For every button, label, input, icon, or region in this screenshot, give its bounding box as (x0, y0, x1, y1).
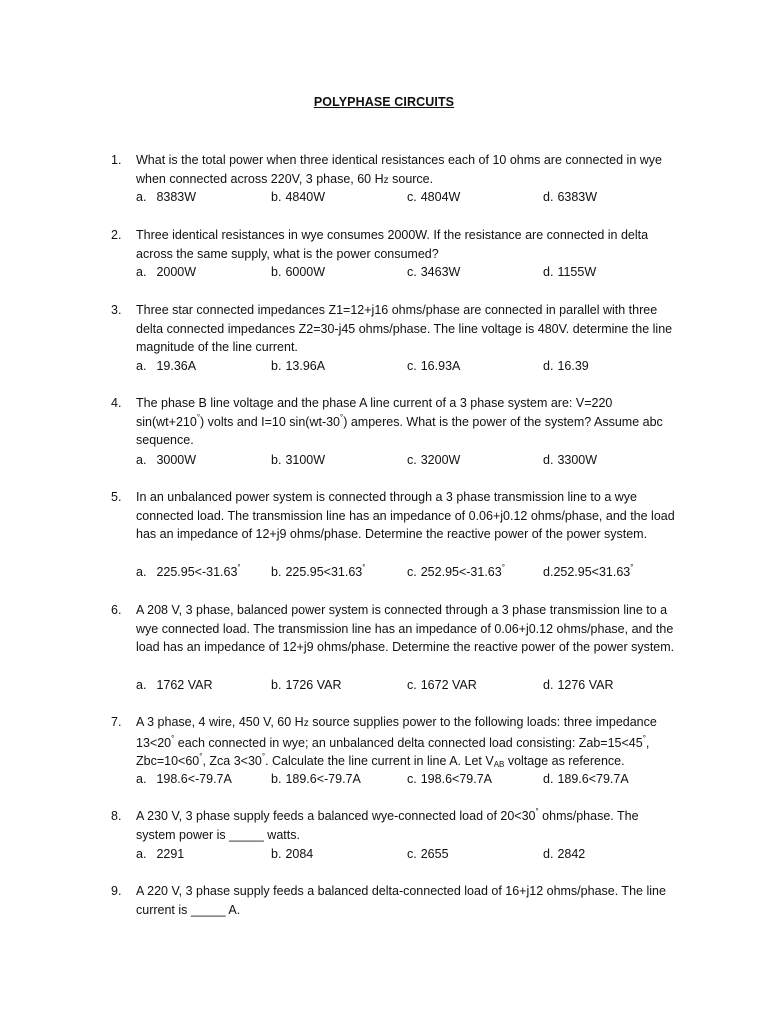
option-b: b. 189.6<-79.7A (271, 772, 361, 786)
option-a: a. 3000W (136, 453, 197, 467)
option-a: a. 198.6<-79.7A (136, 772, 232, 786)
question-text: Three star connected impedances Z1=12+j16 ohms/phase are connected in parallel with three delta connected impedances Z2=30-j45 ohms/phase. The line voltage is 480V. determine the line magnitude of the line current. (136, 303, 673, 355)
question-text: Three identical resistances in wye consumes 2000W. If the resistance are connected in delta across the same supply, what is the power consumed? (136, 228, 649, 261)
question-number: 7. (111, 715, 122, 729)
option-b: b. 1726 VAR (271, 678, 342, 692)
option-b: b. 13.96A (271, 359, 326, 373)
option-c: c. 1672 VAR (407, 678, 477, 692)
question-text: A 208 V, 3 phase, balanced power system is connected through a 3 phase transmission line to a wye connected load. The transmission line has an impedance of 0.06+j0.12 ohms/phase, and the load has an impedance of 12+j9 ohms/phase. Determine the reactive power of the power system. (136, 603, 675, 655)
question-number: 1. (111, 153, 122, 167)
option-c: c. 3200W (407, 453, 461, 467)
question-number: 6. (111, 603, 122, 617)
page-title: POLYPHASE CIRCUITS (313, 95, 455, 109)
option-d: d. 3300W (543, 453, 598, 467)
question-text: What is the total power when three identical resistances each of 10 ohms are connected in wye when connected across 220V, 3 phase, 60 Hz source. (136, 153, 662, 186)
answer-options (0, 845, 768, 863)
question-number: 8. (111, 809, 122, 823)
answer-options (0, 188, 768, 206)
answer-options (0, 263, 768, 281)
option-a: a. 1762 VAR (136, 678, 213, 692)
question-number: 3. (111, 303, 122, 317)
option-a: a. 8383W (136, 190, 197, 204)
option-a: a. 19.36A (136, 359, 197, 373)
option-c: c. 3463W (407, 265, 461, 279)
answer-options (0, 357, 768, 375)
option-b: b. 4840W (271, 190, 326, 204)
option-d: d. 16.39 (543, 359, 589, 373)
option-c: c. 4804W (407, 190, 461, 204)
option-d: d.252.95<31.63° (543, 563, 634, 579)
question-text: In an unbalanced power system is connected through a 3 phase transmission line to a wye connected load. The transmission line has an impedance of 0.06+j0.12 ohms/phase, and the load has an impedance of 12+j9 ohms/phase. Determine the reactive power of the power system. (136, 490, 675, 542)
option-d: d. 6383W (543, 190, 598, 204)
question-number: 5. (111, 490, 122, 504)
option-c: c. 16.93A (407, 359, 461, 373)
option-b: b. 3100W (271, 453, 326, 467)
option-a: a. 2291 (136, 847, 185, 861)
option-a: a. 225.95<-31.63° (136, 563, 241, 579)
option-d: d. 1155W (543, 265, 597, 279)
option-b: b. 6000W (271, 265, 326, 279)
option-c: c. 252.95<-31.63° (407, 563, 505, 579)
answer-options (0, 451, 768, 469)
option-b: b. 2084 (271, 847, 314, 861)
answer-options (0, 563, 768, 581)
answer-options (0, 770, 768, 788)
question-number: 4. (111, 396, 122, 410)
option-d: d. 189.6<79.7A (543, 772, 629, 786)
option-a: a. 2000W (136, 265, 197, 279)
option-b: b. 225.95<31.63° (271, 563, 366, 579)
question-text: A 220 V, 3 phase supply feeds a balanced delta-connected load of 16+j12 ohms/phase. The line current is _____ A. (136, 884, 666, 917)
question-text: A 230 V, 3 phase supply feeds a balanced wye-connected load of 20<30° ohms/phase. The system power is _____ watts. (136, 807, 639, 842)
answer-options (0, 676, 768, 694)
question-number: 2. (111, 228, 122, 242)
question-text: A 3 phase, 4 wire, 450 V, 60 Hz source supplies power to the following loads: three impedance 13<20° each connected in wye; an unbalanced delta connected load consisting: Zab=15<45°, Zbc=10<60°, Zca 3<30°. Calculate the line current in line A. Let $V_{AB}$ voltage as reference. (136, 715, 657, 770)
question-text: The phase B line voltage and the phase A line current of a 3 phase system are: V=220 sin(wt+210°) volts and I=10 sin(wt-30°) amperes. What is the power of the system? Assume abc sequence. (136, 396, 663, 448)
option-d: d. 2842 (543, 847, 586, 861)
option-d: d. 1276 VAR (543, 678, 614, 692)
option-c: c. 198.6<79.7A (407, 772, 492, 786)
question-number: 9. (111, 884, 122, 898)
option-c: c. 2655 (407, 847, 449, 861)
